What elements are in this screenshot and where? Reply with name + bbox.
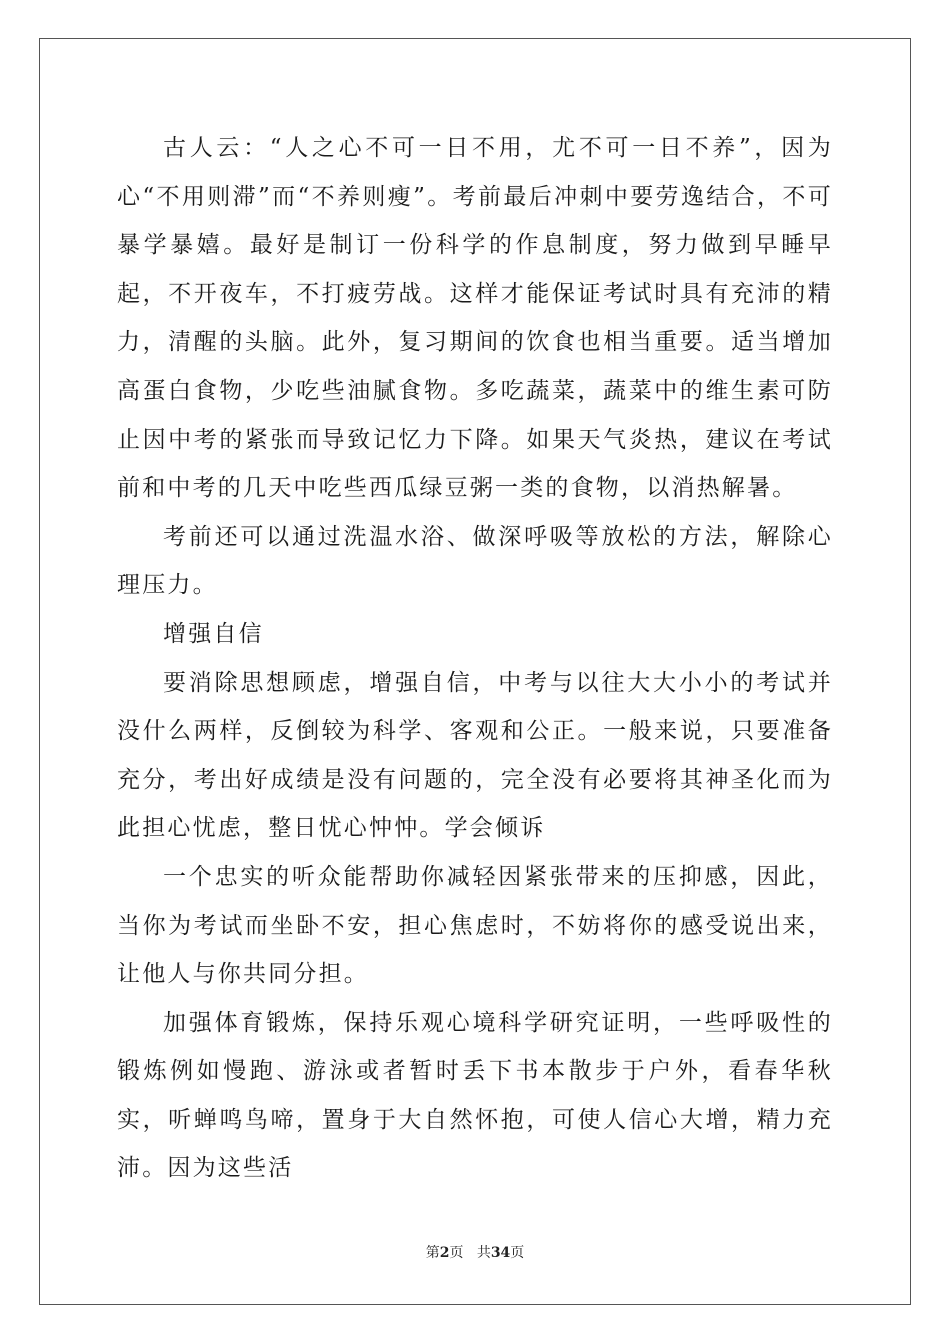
footer-total-prefix: 共 [476, 1245, 491, 1261]
document-body [117, 124, 833, 1193]
paragraph-confidence: 要消除思想顾虑，增强自信，中考与以往大大小小的考试并没什么两样，反倒较为科学、客观和公正。一般来说，只要准备充分，考出好成绩是没有问题的，完全没有必要将其神圣化而为此担心忧虑，整日忧心忡忡。学会倾诉 [117, 669, 833, 842]
paragraph-exercise: 加强体育锻炼，保持乐观心境科学研究证明，一些呼吸性的锻炼例如慢跑、游泳或者暂时丢下书本散步于户外，看春华秋实，听蝉鸣鸟啼，置身于大自然怀抱，可使人信心大增，精力充沛。因为这些活 [117, 1009, 833, 1182]
paragraph-relaxation: 考前还可以通过洗温水浴、做深呼吸等放松的方法，解除心理压力。 [117, 523, 833, 599]
paragraph-rest-and-diet: 古人云：“人之心不可一日不用，尤不可一日不养”，因为心“不用则滞”而“不养则瘦”。考前最后冲刺中要劳逸结合，不可暴学暴嬉。最好是制订一份科学的作息制度，努力做到早睡早起，不开夜车，不打疲劳战。这样才能保证考试时具有充沛的精力，清醒的头脑。此外，复习期间的饮食也相当重要。适当增加高蛋白食物，少吃些油腻食物。多吃蔬菜，蔬菜中的维生素可防止因中考的紧张而导致记忆力下降。如果天气炎热，建议在考试前和中考的几天中吃些西瓜绿豆粥一类的食物，以消热解暑。 [117, 135, 833, 502]
section-heading-confidence: 增强自信 [163, 620, 264, 647]
footer-prefix: 第 [425, 1245, 440, 1261]
total-page-count: 34 [490, 1245, 511, 1261]
current-page-number: 2 [439, 1245, 450, 1261]
footer-page-suffix: 页 [449, 1245, 464, 1261]
paragraph-confide: 一个忠实的听众能帮助你减轻因紧张带来的压抑感，因此，当你为考试而坐卧不安，担心焦虑时，不妨将你的感受说出来，让他人与你共同分担。 [117, 863, 833, 988]
footer-total-suffix: 页 [510, 1245, 525, 1261]
page-footer [0, 1242, 950, 1262]
